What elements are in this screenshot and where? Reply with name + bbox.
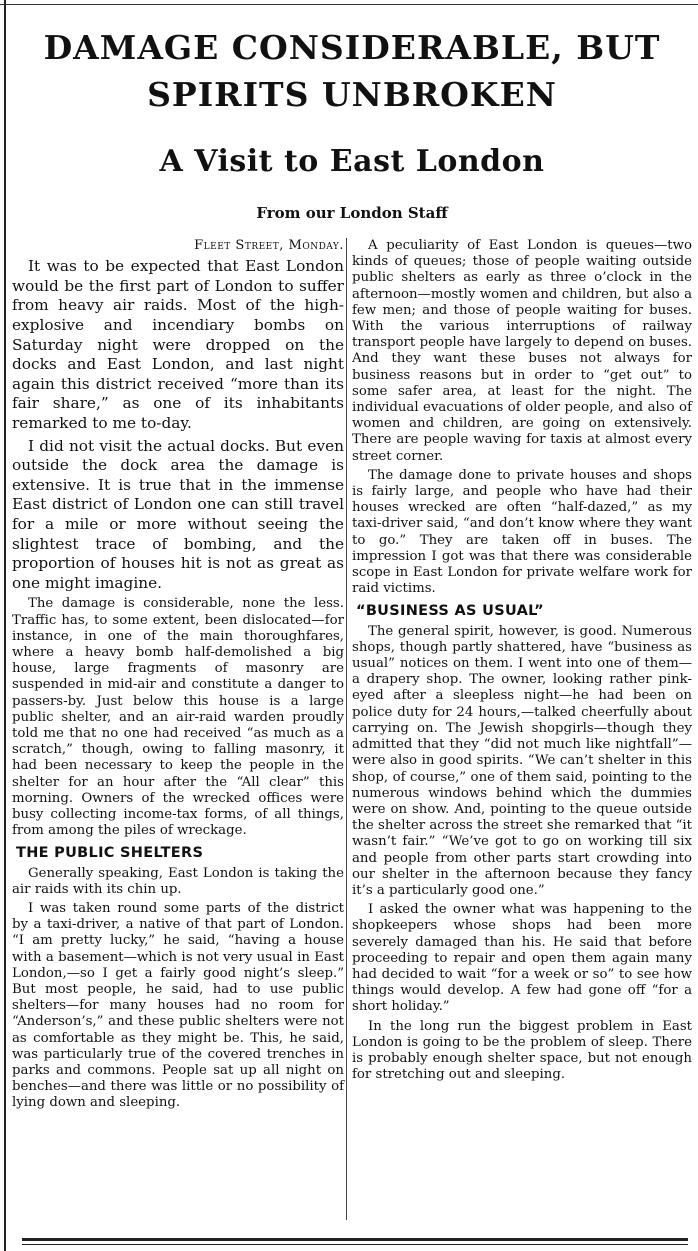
right-column: [352, 238, 692, 1086]
headline-line-2: SPIRITS UNBROKEN: [147, 75, 557, 114]
paragraph: In the long run the biggest problem in East London is going to be the problem of sleep. There is probably enough shelter space, but not enough for stretching out and sleeping.: [352, 1018, 692, 1083]
left-margin-rule: [4, 0, 6, 1251]
dateline: Fleet Street, Monday.: [194, 238, 344, 253]
paragraph: I asked the owner what was happening to the shopkeepers whose shops had been more severely damaged than his. He said that before proceeding to repair and open them again many had decided to wait “for a week or so” to see how things would develop. A few had gone off “for a short holiday.”: [352, 902, 692, 1015]
paragraph: I did not visit the actual docks. But even outside the dock area the damage is extensive. It is true that in the immense East district of London one can still travel for a mile or more without seeing the slightest trace of bombing, and the proportion of houses hit is not as great as one might imagine.: [12, 436, 344, 592]
section-heading: “BUSINESS AS USUAL”: [356, 603, 544, 620]
footer-rule-thin: [22, 1244, 688, 1245]
footer-rule: [22, 1238, 688, 1241]
article-subhead: A Visit to East London: [159, 144, 545, 179]
column-divider: [346, 238, 347, 1220]
paragraph: The damage is considerable, none the less. Traffic has, to some extent, been dislocated—for instance, in one of the main thoroughfares, where a heavy bomb half-demolished a big house, large fragments of masonry are suspended in mid-air and constitute a danger to passers-by. Just below this house is a large public shelter, and an air-raid warden proudly told me that no one had received “as much as a scratch,” though, owing to falling masonry, it had been necessary to keep the people in the shelter for an hour after the “All clear” this morning. Owners of the wrecked offices were busy collecting income-tax forms, of all things, from among the piles of wreckage.: [12, 596, 344, 839]
paragraph: It was to be expected that East London would be the first part of London to suffer from heavy air raids. Most of the high-explosive and incendiary bombs on Saturday night were dropped on the docks and East London, and last night again this district received “more than its fair share,” as one of its inhabitants remarked to me to-day.: [12, 257, 344, 432]
paragraph: Generally speaking, East London is taking the air raids with its chin up.: [12, 865, 344, 897]
left-column: [12, 238, 344, 1115]
top-rule: [0, 4, 698, 5]
paragraph: The damage done to private houses and shops is fairly large, and people who have had their houses wrecked are often “half-dazed,” as my taxi-driver said, “and don’t know where they want to go.” They are taken off in buses. The impression I got was that there was considerable scope in East London for private welfare work for raid victims.: [352, 467, 692, 597]
byline: From our London Staff: [256, 204, 448, 222]
paragraph: The general spirit, however, is good. Numerous shops, though partly shattered, have “business as usual” notices on them. I went into one of them—a drapery shop. The owner, looking rather pink-eyed after a sleepless night—he had been on police duty for 24 hours,—talked cheerfully about carrying on. The Jewish shopgirls—though they admitted that they “did not much like nightfall”—were also in good spirits. “We can’t shelter in this shop, of course,” one of them said, pointing to the numerous windows behind which the dummies were on show. And, pointing to the queue outside the shelter across the street she remarked that “it wasn’t fair.” “We’ve got to go on working till six and people from other parts start crowding into our shelter in the afternoon because they fancy it’s a particularly good one.”: [352, 623, 692, 898]
headline-line-1: DAMAGE CONSIDERABLE, BUT: [43, 28, 661, 67]
paragraph: A peculiarity of East London is queues—two kinds of queues; those of people waiting outside public shelters as early as three o’clock in the afternoon—mostly women and children, but also a few men; and those of people waiting for buses. With the various interruptions of railway transport people have largely to depend on buses. And they want these buses not always for business reasons but in order to “get out” to some safer area, at least for the night. The individual evacuations of older people, and also of women and children, are going on extensively. There are people waving for taxis at almost every street corner.: [352, 238, 692, 464]
section-heading: THE PUBLIC SHELTERS: [16, 845, 204, 862]
paragraph: I was taken round some parts of the district by a taxi-driver, a native of that part of London. “I am pretty lucky,” he said, “having a house with a basement—which is not very usual in East London,—so I get a fairly good night’s sleep.” But most people, he said, had to use public shelters—for many houses had no room for “Anderson’s,” and these public shelters were not as comfortable as they might be. This, he said, was particularly true of the covered trenches in parks and commons. People sat up all night on benches—and there was little or no possibility of lying down and sleeping.: [12, 900, 344, 1111]
